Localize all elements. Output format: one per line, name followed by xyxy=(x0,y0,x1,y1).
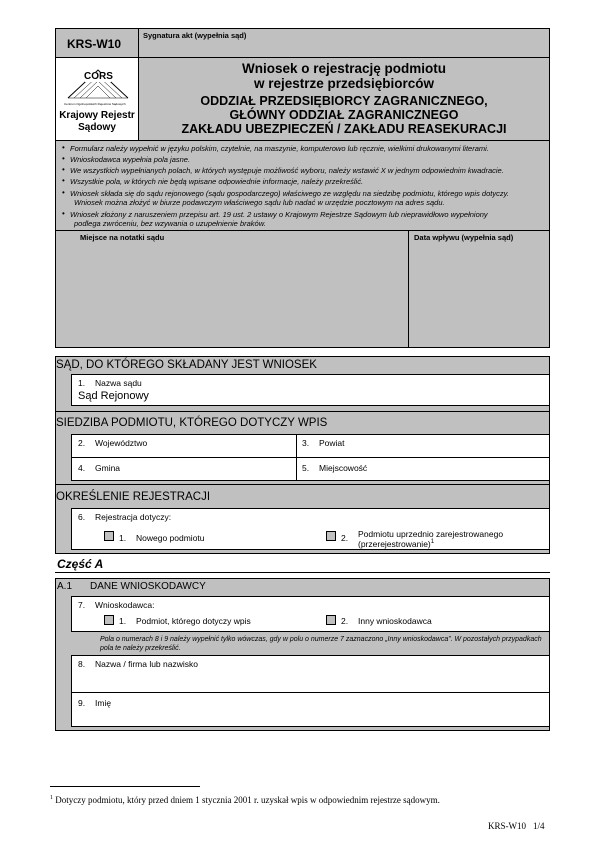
county-label: Powiat xyxy=(319,438,345,448)
instruction-item: Formularz należy wypełnić w języku polskim, czytelnie, na maszynie, komputerowo lub ręcznie, wielkimi drukowanymi literami. xyxy=(70,144,489,153)
applicant-note-line2: pola te należy przekreślić. xyxy=(100,645,181,652)
court-name-value: Sąd Rejonowy xyxy=(78,390,149,402)
part-a-title: Część A xyxy=(57,557,104,571)
applicant-type-field: 7. Wnioskodawca: 1. Podmiot, którego dotyczy wpis 2. Inny wnioskodawca xyxy=(71,596,550,632)
signature-cell xyxy=(138,28,550,58)
form-code: KRS-W10 xyxy=(67,37,122,51)
registry-name-line2: Sądowy xyxy=(78,122,116,133)
subject-of-entry-checkbox[interactable] xyxy=(104,615,114,625)
page-footer-code: KRS-W10 xyxy=(488,821,526,831)
name-label: Nazwa / firma lub nazwisko xyxy=(95,659,198,669)
previously-registered-label: Podmiotu uprzednio zarejestrowanego xyxy=(358,529,504,539)
section-a1-title: DANE WNIOSKODAWCY xyxy=(90,581,206,592)
previously-registered-label-line2: (przerejestrowanie)$^1$ xyxy=(358,539,435,549)
receipt-date-label: Data wpływu (wypełnia sąd) xyxy=(414,233,514,242)
instruction-item: Wniosek można złożyć w biurze podawczym właściwego sądu lub nadać w urzędzie pocztowym na adres sądu. xyxy=(74,198,445,207)
page-number: 1/4 xyxy=(533,821,545,831)
applicant-type-label: Wnioskodawca: xyxy=(95,600,155,610)
new-entity-label: Nowego podmiotu xyxy=(136,533,205,543)
other-applicant-label: Inny wnioskodawca xyxy=(358,616,432,626)
section-registration-title: OKREŚLENIE REJESTRACJI xyxy=(56,491,211,503)
name-field[interactable]: 8. Nazwa / firma lub nazwisko xyxy=(71,655,550,693)
locality-field[interactable]: 5. Miejscowość xyxy=(296,457,550,481)
form-title-line2: w rejestrze przedsiębiorców xyxy=(253,76,435,91)
locality-label: Miejscowość xyxy=(319,463,368,473)
voivodeship-label: Województwo xyxy=(95,438,148,448)
footnote: $^1$ Dotyczy podmiotu, który przed dniem 1 stycznia 2001 r. uzyskał wpis w odpowiednim rejestrze sądowym. xyxy=(50,795,440,805)
header-code-cell xyxy=(55,28,139,58)
instruction-item: We wszystkich wypełnianych polach, w których występuje możliwość wyboru, należy wstawić X w jednym odpowiednim kwadracie. xyxy=(70,166,504,175)
logo-subtitle: Centrum Ogólnopolskich Rejestrów Sądowych xyxy=(64,102,126,106)
registration-type-label: Rejestracja dotyczy: xyxy=(95,512,172,522)
form-subtitle-line1: ODDZIAŁ PRZEDSIĘBIORCY ZAGRANICZNEGO, xyxy=(200,94,488,108)
instructions-box: • Formularz należy wypełnić w języku polskim, czytelnie, na maszynie, komputerowo lub ręcznie, wielkimi drukowanymi literami. • Wnioskodawca wypełnia pola jasne. • We wszystkich wypełnianych polach, w których występuje możliwość wyboru, należy wstawić X w jednym odpowiednim kwadracie. • Wszystkie pola, w których nie będą wpisane odpowiednie informacje, należy przekreślić. • Wniosek składa się do sądu rejonowego (sądu gospodarczego) właściwego ze względu na siedzibę podmiotu, którego wpis dotyczy. Wniosek można złożyć w biurze podawczym właściwego sądu lub nadać w urzędzie pocztowym na adres sądu. • Wniosek złożony z naruszeniem przepisu art. 19 ust. 2 ustawy o Krajowym Rejestrze Sądowym lub nieprawidłowo wypełniony podlega zwróceniu, bez wzywania o uzupełnienie braków. xyxy=(55,140,550,231)
section-court-title: SĄD, DO KTÓREGO SKŁADANY JEST WNIOSEK xyxy=(56,359,317,371)
new-entity-checkbox[interactable] xyxy=(104,531,114,541)
instruction-item: Wniosek złożony z naruszeniem przepisu art. 19 ust. 2 ustawy o Krajowym Rejestrze Sądowym lub nieprawidłowo wypełniony xyxy=(70,210,488,219)
signature-label: Sygnatura akt (wypełnia sąd) xyxy=(143,31,247,40)
court-name-label: Nazwa sądu xyxy=(95,378,142,388)
court-notes-box xyxy=(55,230,550,348)
court-notes-label: Miejsce na notatki sądu xyxy=(80,233,165,242)
form-subtitle-line2: GŁÓWNY ODDZIAŁ ZAGRANICZNEGO xyxy=(229,108,459,122)
section-seat-title: SIEDZIBA PODMIOTU, KTÓREGO DOTYCZY WPIS xyxy=(56,417,328,429)
voivodeship-field[interactable]: 2. Województwo xyxy=(71,434,297,458)
first-name-label: Imię xyxy=(95,698,112,708)
court-name-field[interactable]: 1. Nazwa sądu Sąd Rejonowy xyxy=(71,374,550,406)
registry-name-line1: Krajowy Rejestr xyxy=(59,110,135,121)
logo-cell xyxy=(55,57,139,141)
section-a1-num: A.1 xyxy=(57,581,73,592)
instruction-item: Wszystkie pola, w których nie będą wpisane odpowiednie informacje, należy przekreślić. xyxy=(70,177,364,186)
instruction-item: podlega zwróceniu, bez wzywania o uzupełnienie braków. xyxy=(74,219,266,228)
registration-type-field: 6. Rejestracja dotyczy: 1. Nowego podmiotu 2. Podmiotu uprzednio zarejestrowanego (przerejestrowanie)$^1$ xyxy=(71,508,550,550)
instruction-item: Wniosek składa się do sądu rejonowego (sądu gospodarczego) właściwego ze względu na siedzibę podmiotu, którego wpis dotyczy. xyxy=(70,189,509,198)
previously-registered-checkbox[interactable] xyxy=(326,531,336,541)
county-field[interactable]: 3. Powiat xyxy=(296,434,550,458)
form-subtitle-line3: ZAKŁADU UBEZPIECZEŃ / ZAKŁADU REASEKURACJI xyxy=(181,122,507,136)
other-applicant-checkbox[interactable] xyxy=(326,615,336,625)
first-name-field[interactable]: 9. Imię xyxy=(71,692,550,727)
municipality-label: Gmina xyxy=(95,463,121,473)
instruction-item: Wnioskodawca wypełnia pola jasne. xyxy=(70,155,191,164)
title-cell xyxy=(138,57,550,141)
form-title-line1: Wniosek o rejestrację podmiotu xyxy=(241,61,447,76)
municipality-field[interactable]: 4. Gmina xyxy=(71,457,297,481)
subject-of-entry-label: Podmiot, którego dotyczy wpis xyxy=(136,616,251,626)
logo-text: CORS xyxy=(84,71,113,82)
cors-logo-icon xyxy=(66,64,130,104)
applicant-note-line1: Pola o numerach 8 i 9 należy wypełnić tylko wówczas, gdy w polu o numerze 7 zaznaczono „Inny wnioskodawca”. W pozostałych przypadkach xyxy=(100,636,542,643)
